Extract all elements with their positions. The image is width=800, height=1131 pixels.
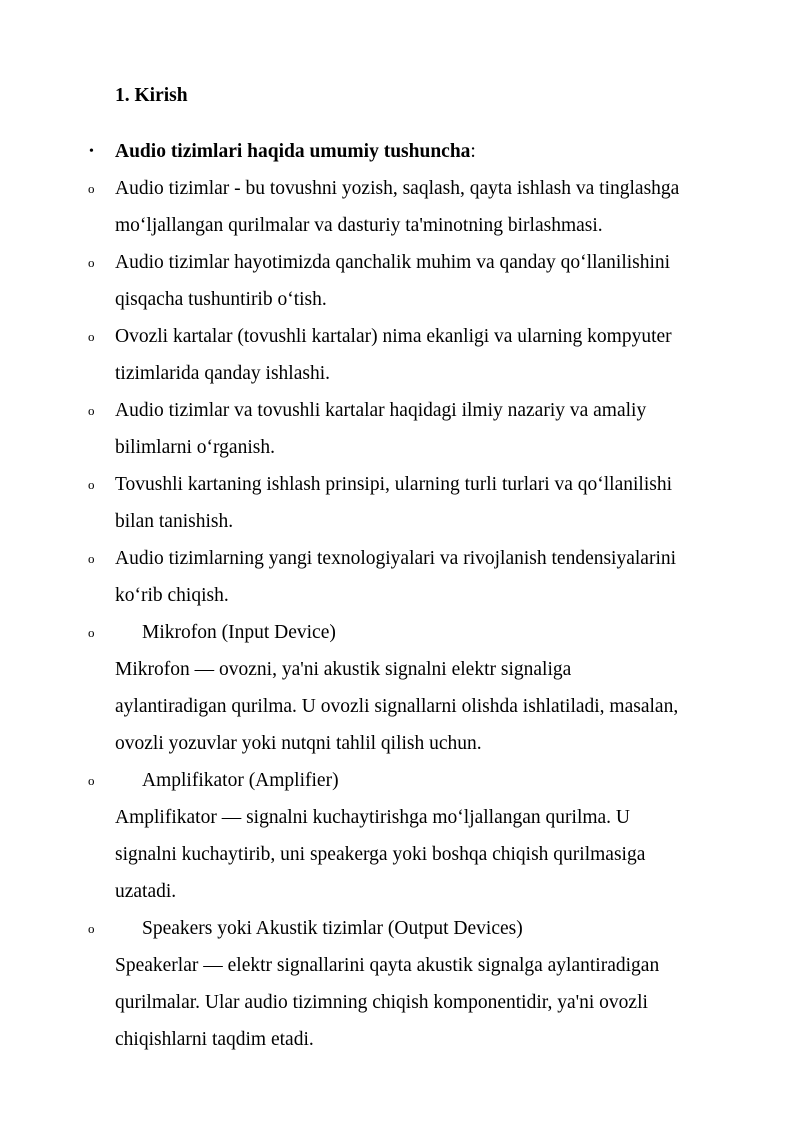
list-item-line: mo‘ljallangan qurilmalar va dasturiy ta'minotning birlashmasi.	[115, 215, 603, 236]
bullet-marker: •	[89, 144, 94, 159]
component-desc-line: Mikrofon — ovozni, ya'ni akustik signalni elektr signaliga	[115, 659, 572, 680]
component-desc-line: Amplifikator — signalni kuchaytirishga mo‘ljallangan qurilma. U	[115, 807, 631, 828]
list-item-line: Audio tizimlar va tovushli kartalar haqidagi ilmiy nazariy va amaliy	[115, 400, 647, 421]
component-title: Speakers yoki Akustik tizimlar (Output Devices)	[142, 918, 523, 939]
component-desc-line: aylantiradigan qurilma. U ovozli signallarni olishda ishlatiladi, masalan,	[115, 696, 679, 717]
component-desc-line: signalni kuchaytirib, uni speakerga yoki boshqa chiqish qurilmasiga	[115, 844, 646, 865]
sub-bullet-marker: o	[88, 403, 95, 418]
sub-bullet-marker: o	[88, 477, 95, 492]
sub-bullet-marker: o	[88, 773, 95, 788]
bullet-text	[115, 133, 755, 170]
sub-bullet-marker: o	[88, 921, 95, 936]
list-item-line: tizimlarida qanday ishlashi.	[115, 363, 330, 384]
list-item-line: Audio tizimlarning yangi texnologiyalari va rivojlanish tendensiyalarini	[115, 548, 677, 569]
bullet-bold-text: Audio tizimlari haqida umumiy tushuncha	[115, 141, 471, 162]
sub-bullet-marker: o	[88, 181, 95, 196]
component-desc-line: Speakerlar — elektr signallarini qayta akustik signalga aylantiradigan	[115, 955, 660, 976]
component-desc-line: qurilmalar. Ular audio tizimning chiqish komponentidir, ya'ni ovozli	[115, 992, 648, 1013]
list-item-line: qisqacha tushuntirib o‘tish.	[115, 289, 327, 310]
list-item-line: ko‘rib chiqish.	[115, 585, 229, 606]
component-title: Mikrofon (Input Device)	[142, 622, 336, 643]
sub-bullet-marker: o	[88, 551, 95, 566]
list-item-line: Tovushli kartaning ishlash prinsipi, ularning turli turlari va qo‘llanilishi	[115, 474, 673, 495]
list-item-line: Audio tizimlar hayotimizda qanchalik muhim va qanday qo‘llanilishini	[115, 252, 671, 273]
list-item-line: bilan tanishish.	[115, 511, 234, 532]
component-desc-line: uzatadi.	[115, 881, 177, 902]
bullet-suffix: :	[470, 141, 476, 162]
sub-bullet-marker: o	[88, 625, 95, 640]
component-title: Amplifikator (Amplifier)	[142, 770, 339, 791]
list-item-line: bilimlarni o‘rganish.	[115, 437, 275, 458]
component-desc-line: ovozli yozuvlar yoki nutqni tahlil qilish uchun.	[115, 733, 482, 754]
sub-bullet-marker: o	[88, 329, 95, 344]
section-heading: 1. Kirish	[115, 85, 188, 106]
list-item-line: Ovozli kartalar (tovushli kartalar) nima ekanligi va ularning kompyuter	[115, 326, 672, 347]
component-desc-line: chiqishlarni taqdim etadi.	[115, 1029, 314, 1050]
list-item-line: Audio tizimlar - bu tovushni yozish, saqlash, qayta ishlash va tinglashga	[115, 178, 680, 199]
sub-bullet-marker: o	[88, 255, 95, 270]
